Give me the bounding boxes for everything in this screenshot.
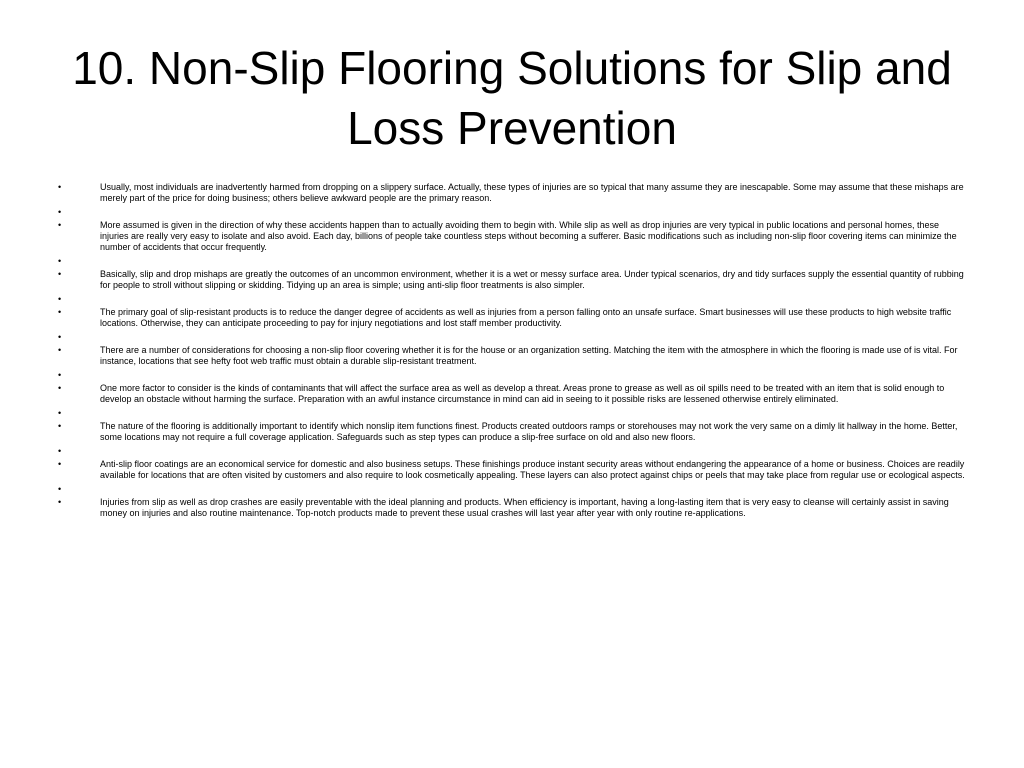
bullet-text: The nature of the flooring is additionally important to identify which nonslip item functions finest. Products created outdoors ramps or storehouses may not work the very same on a dimly lit hallway in the home. Better, some locations may not require a full coverage application. Safeguards such as step types can produce a slip-free surface on old and also new floors. — [100, 421, 958, 442]
bullet-text: Injuries from slip as well as drop crashes are easily preventable with the ideal planning and products. When efficiency is important, having a long-lasting item that is very easy to cleanse will certainly assist in saving money on injuries and also routine maintenance. Top-notch products made to prevent these usual crashes will last year after year with only routine re-applications. — [100, 497, 949, 518]
bullet-item — [58, 207, 966, 218]
bullet-point-icon: • — [58, 407, 62, 418]
bullet-text: One more factor to consider is the kinds of contaminants that will affect the surface area as well as develop a threat. Areas prone to grease as well as oil spills need to be treated with an item that is solid enough to develop an obstacle without harming the surface. Preparation with an awful instance circumstance in mind can aid in seeing to it possible risks are lessened otherwise entirely eliminated. — [100, 383, 945, 404]
bullet-item — [58, 345, 966, 367]
bullet-item — [58, 307, 966, 329]
bullet-point-icon: • — [58, 331, 62, 342]
bullet-point-icon: • — [58, 345, 62, 355]
bullet-text: Anti-slip floor coatings are an economical service for domestic and also business setups. These finishings produce instant security areas without endangering the appearance of a home or business. Choices are readily available for locations that are often visited by customers and also require to look cosmetically appealing. These layers can also protect against chips or peels that may take place from regular use or ecological aspects. — [100, 459, 965, 480]
bullet-text: More assumed is given in the direction of why these accidents happen than to actually avoiding them to begin with. While slip as well as drop injuries are very typical in public locations and personal homes, these injuries are really very easy to isolate and also avoid. Each day, billions of people take countless steps without becoming a sufferer. Basic modifications such as including non-slip floor covering items can minimize the number of accidents that occur frequently. — [100, 220, 957, 252]
bullet-text: There are a number of considerations for choosing a non-slip floor covering whether it is for the house or an organization setting. Matching the item with the atmosphere in which the flooring is made use of is vital. For instance, locations that see hefty foot web traffic must obtain a durable slip-resistant treatment. — [100, 345, 958, 366]
bullet-point-icon: • — [58, 445, 62, 456]
bullet-point-icon: • — [58, 483, 62, 494]
bullet-item — [58, 383, 966, 405]
bullet-item — [58, 370, 966, 381]
bullet-point-icon: • — [58, 369, 62, 380]
bullet-point-icon: • — [58, 206, 62, 217]
bullet-item — [58, 484, 966, 495]
bullet-point-icon: • — [58, 459, 62, 469]
bullet-item — [58, 408, 966, 419]
bullet-point-icon: • — [58, 255, 62, 266]
bullet-point-icon: • — [58, 182, 62, 192]
bullet-text: The primary goal of slip-resistant products is to reduce the danger degree of accidents as well as injuries from a person falling onto an unsafe surface. Smart businesses will use these products to high website traffic locations. Otherwise, they can anticipate proceeding to pay for injury negotiations and lost staff member productivity. — [100, 307, 952, 328]
bullet-item — [58, 459, 966, 481]
bullet-text: Basically, slip and drop mishaps are greatly the outcomes of an uncommon environment, whether it is a wet or messy surface area. Under typical scenarios, dry and tidy surfaces supply the essential quantity of rubbing for people to stroll without slipping or skidding. Tidying up an area is simple; using anti-slip floor treatments is also simpler. — [100, 269, 964, 290]
bullet-item — [58, 269, 966, 291]
bullet-item — [58, 497, 966, 519]
bullet-item — [58, 182, 966, 204]
bullet-point-icon: • — [58, 220, 62, 230]
slide-title: 10. Non-Slip Flooring Solutions for Slip and Loss Prevention — [72, 42, 952, 154]
bullet-item — [58, 220, 966, 253]
bullet-point-icon: • — [58, 269, 62, 279]
bullet-point-icon: • — [58, 497, 62, 507]
bullet-point-icon: • — [58, 307, 62, 317]
bullet-point-icon: • — [58, 421, 62, 431]
bullet-point-icon: • — [58, 293, 62, 304]
bullet-text: Usually, most individuals are inadvertently harmed from dropping on a slippery surface. Actually, these types of injuries are so typical that many assume they are inescapable. Some may assume that these mishaps are merely part of the price for doing business; others believe awkward people are the primary reason. — [100, 182, 964, 203]
bullet-item — [58, 446, 966, 457]
bullet-point-icon: • — [58, 383, 62, 393]
bullet-item — [58, 256, 966, 267]
bullet-item — [58, 332, 966, 343]
bullet-item — [58, 294, 966, 305]
bullet-list — [58, 182, 966, 522]
bullet-item — [58, 421, 966, 443]
